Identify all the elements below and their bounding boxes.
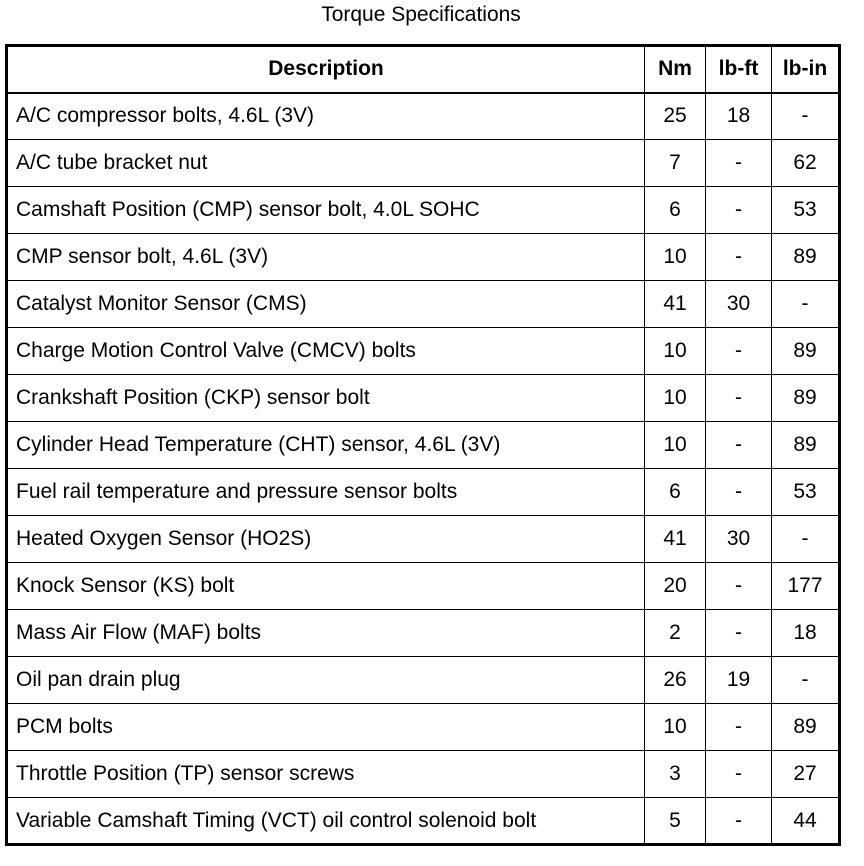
cell-lbft: - <box>706 140 772 187</box>
cell-lbin: - <box>772 281 840 328</box>
cell-description: A/C compressor bolts, 4.6L (3V) <box>7 93 645 140</box>
table-row <box>7 704 840 751</box>
cell-description: Mass Air Flow (MAF) bolts <box>7 610 645 657</box>
table-row <box>7 140 840 187</box>
table-row <box>7 187 840 234</box>
cell-lbft: - <box>706 187 772 234</box>
cell-lbin: 53 <box>772 187 840 234</box>
cell-nm: 3 <box>645 751 706 798</box>
table-row <box>7 422 840 469</box>
cell-lbin: 89 <box>772 422 840 469</box>
cell-lbft: - <box>706 610 772 657</box>
cell-lbin: 89 <box>772 328 840 375</box>
cell-lbft: - <box>706 234 772 281</box>
cell-lbin: 27 <box>772 751 840 798</box>
cell-nm: 5 <box>645 798 706 845</box>
header-row <box>7 46 840 93</box>
cell-description: Camshaft Position (CMP) sensor bolt, 4.0L SOHC <box>7 187 645 234</box>
cell-lbft: - <box>706 375 772 422</box>
cell-description: Knock Sensor (KS) bolt <box>7 563 645 610</box>
cell-lbft: - <box>706 563 772 610</box>
cell-lbft: 18 <box>706 93 772 140</box>
cell-lbin: 18 <box>772 610 840 657</box>
cell-description: Fuel rail temperature and pressure sensor bolts <box>7 469 645 516</box>
cell-lbin: - <box>772 657 840 704</box>
cell-nm: 2 <box>645 610 706 657</box>
table-row <box>7 375 840 422</box>
cell-lbft: - <box>706 469 772 516</box>
header-description: Description <box>7 46 645 93</box>
cell-lbin: 44 <box>772 798 840 845</box>
cell-lbin: - <box>772 516 840 563</box>
cell-description: Charge Motion Control Valve (CMCV) bolts <box>7 328 645 375</box>
cell-lbft: - <box>706 798 772 845</box>
torque-spec-table <box>5 44 841 846</box>
cell-nm: 26 <box>645 657 706 704</box>
cell-lbft: - <box>706 751 772 798</box>
table-row <box>7 657 840 704</box>
cell-lbin: 62 <box>772 140 840 187</box>
cell-lbin: 177 <box>772 563 840 610</box>
cell-nm: 6 <box>645 187 706 234</box>
table-row <box>7 328 840 375</box>
table-row <box>7 563 840 610</box>
cell-nm: 6 <box>645 469 706 516</box>
table-row <box>7 234 840 281</box>
page-title: Torque Specifications <box>321 3 521 26</box>
cell-lbin: 89 <box>772 704 840 751</box>
cell-lbin: 53 <box>772 469 840 516</box>
cell-description: PCM bolts <box>7 704 645 751</box>
table-row <box>7 469 840 516</box>
header-nm: Nm <box>645 46 706 93</box>
cell-lbin: - <box>772 93 840 140</box>
table-row <box>7 751 840 798</box>
cell-description: Oil pan drain plug <box>7 657 645 704</box>
table-row <box>7 610 840 657</box>
cell-nm: 10 <box>645 234 706 281</box>
cell-nm: 20 <box>645 563 706 610</box>
table-row <box>7 516 840 563</box>
cell-description: Throttle Position (TP) sensor screws <box>7 751 645 798</box>
cell-nm: 25 <box>645 93 706 140</box>
cell-lbft: 30 <box>706 281 772 328</box>
cell-description: A/C tube bracket nut <box>7 140 645 187</box>
cell-nm: 10 <box>645 422 706 469</box>
cell-description: Variable Camshaft Timing (VCT) oil control solenoid bolt <box>7 798 645 845</box>
cell-description: CMP sensor bolt, 4.6L (3V) <box>7 234 645 281</box>
cell-lbft: - <box>706 328 772 375</box>
cell-lbft: 30 <box>706 516 772 563</box>
cell-nm: 10 <box>645 704 706 751</box>
header-lbft: lb-ft <box>706 46 772 93</box>
cell-nm: 41 <box>645 281 706 328</box>
cell-nm: 10 <box>645 328 706 375</box>
cell-lbin: 89 <box>772 234 840 281</box>
cell-description: Crankshaft Position (CKP) sensor bolt <box>7 375 645 422</box>
cell-description: Catalyst Monitor Sensor (CMS) <box>7 281 645 328</box>
table-row <box>7 93 840 140</box>
cell-nm: 41 <box>645 516 706 563</box>
cell-lbft: - <box>706 704 772 751</box>
cell-nm: 7 <box>645 140 706 187</box>
cell-lbft: 19 <box>706 657 772 704</box>
cell-nm: 10 <box>645 375 706 422</box>
cell-lbft: - <box>706 422 772 469</box>
cell-lbin: 89 <box>772 375 840 422</box>
cell-description: Cylinder Head Temperature (CHT) sensor, 4.6L (3V) <box>7 422 645 469</box>
header-lbin: lb-in <box>772 46 840 93</box>
cell-description: Heated Oxygen Sensor (HO2S) <box>7 516 645 563</box>
table-row <box>7 798 840 845</box>
table-row <box>7 281 840 328</box>
